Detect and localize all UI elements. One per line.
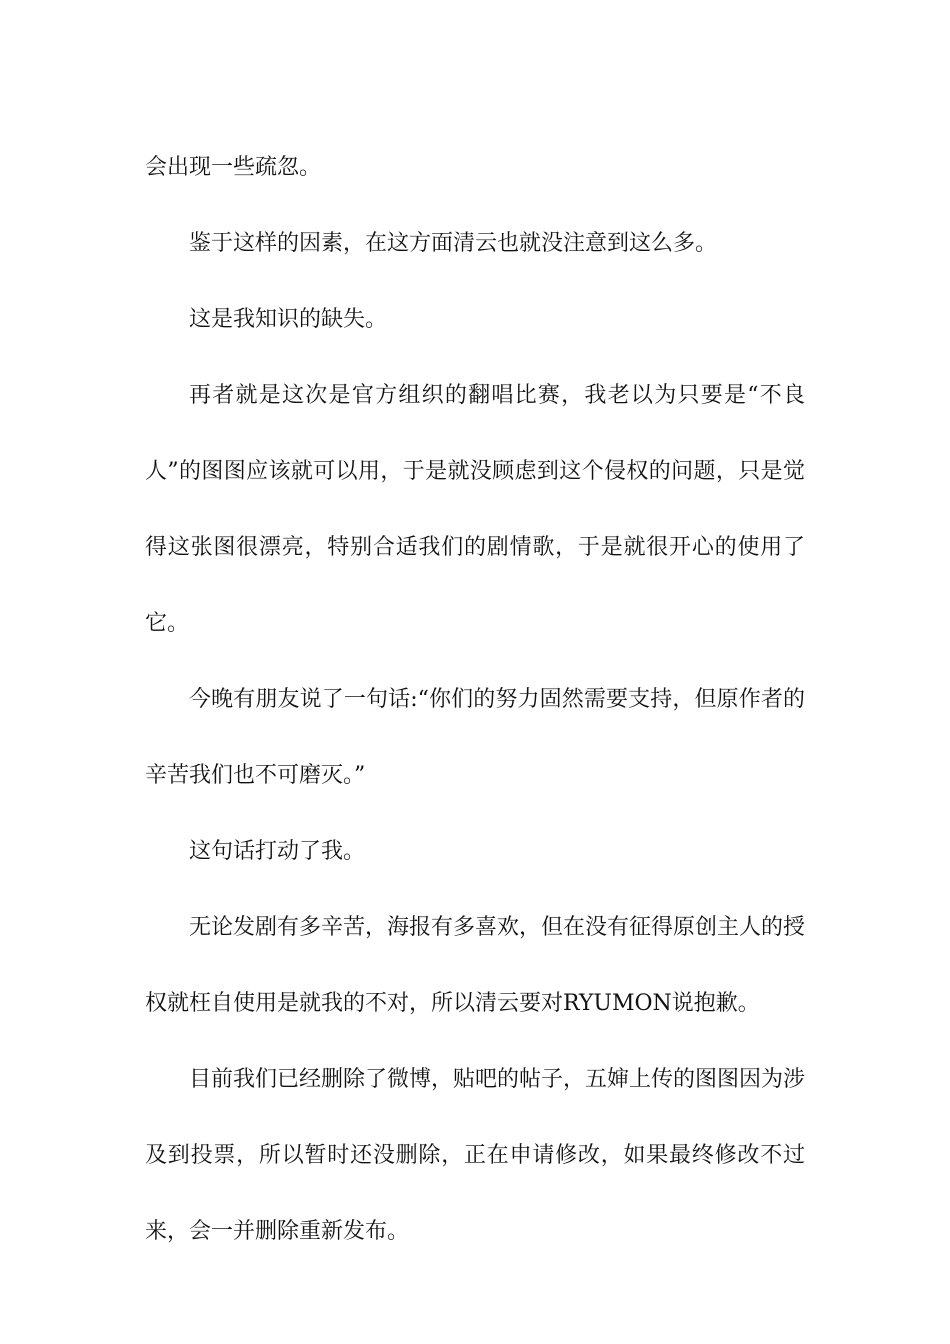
paragraph-8: 目前我们已经删除了微博，贴吧的帖子，五婶上传的图图因为涉及到投票，所以暂时还没删除，正在申请修改，如果最终修改不过来，会一并删除重新发布。 <box>145 1067 806 1244</box>
paragraph-6: 这句话打动了我。 <box>189 839 366 864</box>
paragraph-7: 无论发剧有多辛苦，海报有多喜欢，但在没有征得原创主人的授权就枉自使用是就我的不对，所以清云要对RYUMON说抱歉。 <box>145 915 806 1016</box>
document-body <box>145 130 805 1270</box>
paragraph-3: 这是我知识的缺失。 <box>189 307 388 332</box>
paragraph-1: 会出现一些疏忽。 <box>145 155 322 180</box>
paragraph-4: 再者就是这次是官方组织的翻唱比赛，我老以为只要是“不良人”的图图应该就可以用，于是就没顾虑到这个侵权的问题，只是觉得这张图很漂亮，特别合适我们的剧情歌，于是就很开心的使用了它。 <box>145 383 805 636</box>
paragraph-5: 今晚有朋友说了一句话:“你们的努力固然需要支持，但原作者的辛苦我们也不可磨灭。” <box>145 687 805 788</box>
paragraph-2: 鉴于这样的因素，在这方面清云也就没注意到这么多。 <box>189 231 718 256</box>
